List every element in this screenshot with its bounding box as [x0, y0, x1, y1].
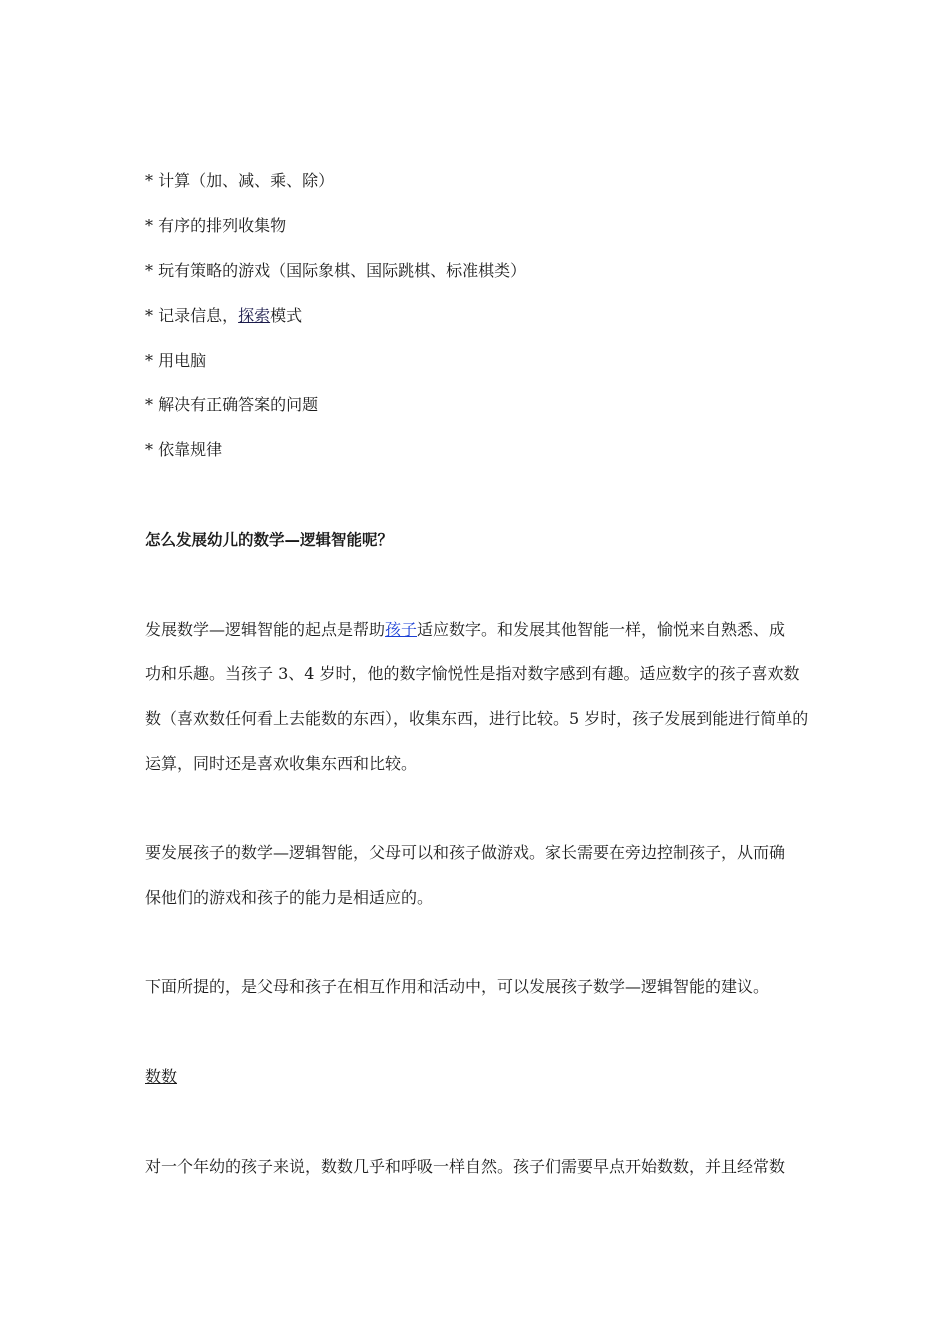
- paragraph-4: 对一个年幼的孩子来说，数数几乎和呼吸一样自然。孩子们需要早点开始数数，并且经常数: [145, 1157, 786, 1176]
- paragraph-1-line-1-tail: 适应数字。和发展其他智能一样，愉悦来自熟悉、成: [417, 620, 786, 639]
- paragraph-1-line-1-text: 发展数学—逻辑智能的起点是帮助: [145, 620, 386, 639]
- paragraph-1-line-1: [145, 620, 785, 640]
- bullet-use-computer: * 用电脑: [145, 351, 207, 370]
- counting-subheading: 数数: [145, 1067, 178, 1086]
- child-link[interactable]: 孩子: [385, 620, 418, 639]
- bullet-calculation: * 计算（加、减、乘、除）: [145, 171, 335, 190]
- bullet-record-info: [145, 306, 302, 326]
- bullet-ordered-collection: * 有序的排列收集物: [145, 216, 287, 235]
- paragraph-1-line-4: 运算，同时还是喜欢收集东西和比较。: [145, 754, 418, 773]
- bullet-record-info-tail: 模式: [270, 306, 303, 325]
- explore-link[interactable]: 探索: [238, 306, 271, 325]
- paragraph-2-line-2: 保他们的游戏和孩子的能力是相适应的。: [145, 888, 434, 907]
- bullet-rely-on-patterns: * 依靠规律: [145, 440, 223, 459]
- paragraph-3: 下面所提的，是父母和孩子在相互作用和活动中，可以发展孩子数学—逻辑智能的建议。: [145, 977, 770, 996]
- paragraph-1-line-2: 功和乐趣。当孩子 3、4 岁时，他的数字愉悦性是指对数字感到有趣。适应数字的孩子喜欢数: [145, 664, 800, 683]
- paragraph-1-line-3: 数（喜欢数任何看上去能数的东西），收集东西，进行比较。5 岁时，孩子发展到能进行简单的: [145, 709, 809, 728]
- bullet-solve-problems: * 解决有正确答案的问题: [145, 395, 319, 414]
- paragraph-2-line-1: 要发展孩子的数学—逻辑智能，父母可以和孩子做游戏。家长需要在旁边控制孩子，从而确: [145, 843, 786, 862]
- bullet-record-info-text: * 记录信息，: [145, 306, 239, 325]
- section-heading: 怎么发展幼儿的数学—逻辑智能呢？: [145, 531, 394, 549]
- bullet-strategy-games: * 玩有策略的游戏（国际象棋、国际跳棋、标准棋类）: [145, 261, 527, 280]
